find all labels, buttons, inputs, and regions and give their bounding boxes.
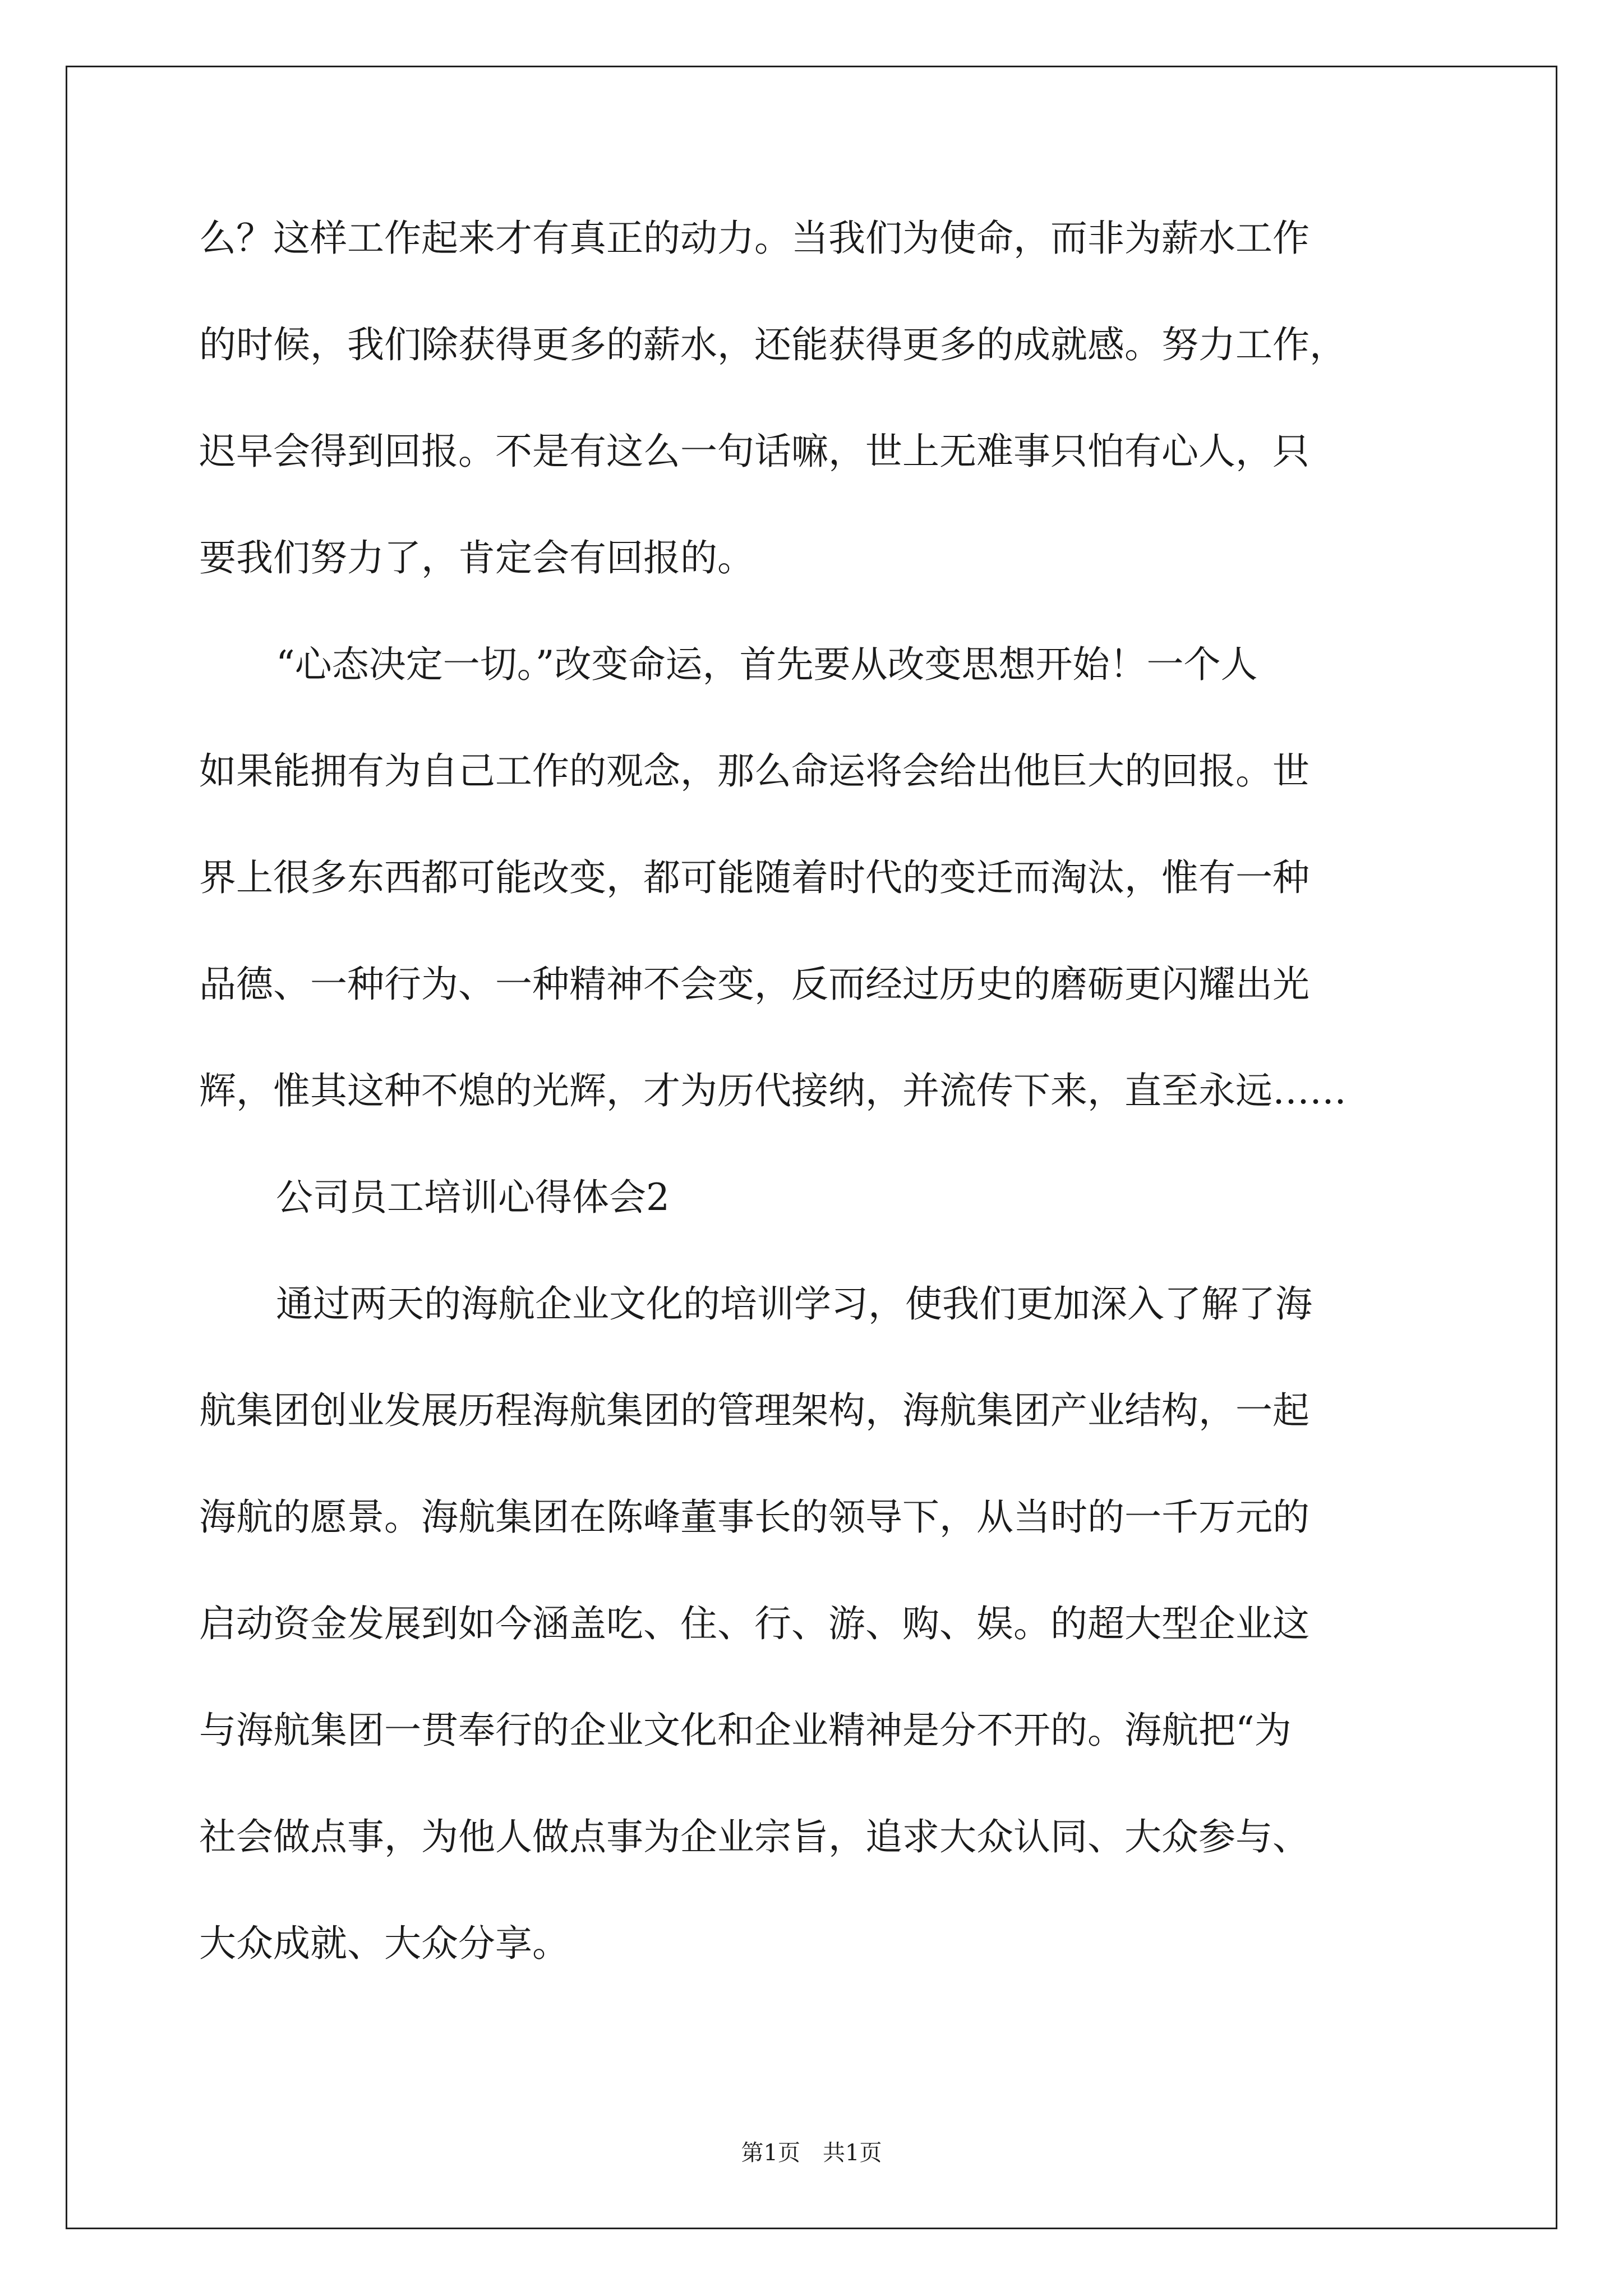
body-line-13: 海航的愿景。海航集团在陈峰董事长的领导下，从当时的一千万元的 (199, 1496, 1310, 1539)
body-line-2: 的时候，我们除获得更多的薪水，还能获得更多的成就感。努力工作， (199, 323, 1347, 366)
body-line-17: 大众成就、大众分享。 (199, 1922, 569, 1965)
body-line-1: 么？这样工作起来才有真正的动力。当我们为使命，而非为薪水工作 (199, 217, 1310, 260)
body-line-14: 启动资金发展到如今涵盖吃、住、行、游、购、娱。的超大型企业这 (199, 1602, 1310, 1645)
body-line-11: 通过两天的海航企业文化的培训学习，使我们更加深入了解了海 (276, 1282, 1312, 1326)
body-line-16: 社会做点事，为他人做点事为企业宗旨，追求大众认同、大众参与、 (199, 1815, 1310, 1858)
body-line-6: 如果能拥有为自己工作的观念，那么命运将会给出他巨大的回报。世 (199, 749, 1310, 793)
body-line-9: 辉，惟其这种不熄的光辉，才为历代接纳，并流传下来，直至永远…… (199, 1069, 1347, 1112)
body-line-4: 要我们努力了，肯定会有回报的。 (199, 536, 754, 579)
page-border (66, 66, 1557, 2229)
body-line-3: 迟早会得到回报。不是有这么一句话嘛，世上无难事只怕有心人，只 (199, 430, 1310, 473)
body-line-8: 品德、一种行为、一种精神不会变，反而经过历史的磨砺更闪耀出光 (199, 963, 1310, 1006)
page-footer: 第1页 共1页 (741, 2140, 882, 2166)
body-line-15: 与海航集团一贯奉行的企业文化和企业精神是分不开的。海航把“为 (199, 1709, 1292, 1752)
body-line-12: 航集团创业发展历程海航集团的管理架构，海航集团产业结构，一起 (199, 1389, 1310, 1432)
body-line-5: “心态决定一切。”改变命运，首先要从改变思想开始！一个人 (276, 643, 1258, 686)
section-heading: 公司员工培训心得体会2 (276, 1176, 670, 1219)
body-line-7: 界上很多东西都可能改变，都可能随着时代的变迁而淘汰，惟有一种 (199, 856, 1310, 899)
